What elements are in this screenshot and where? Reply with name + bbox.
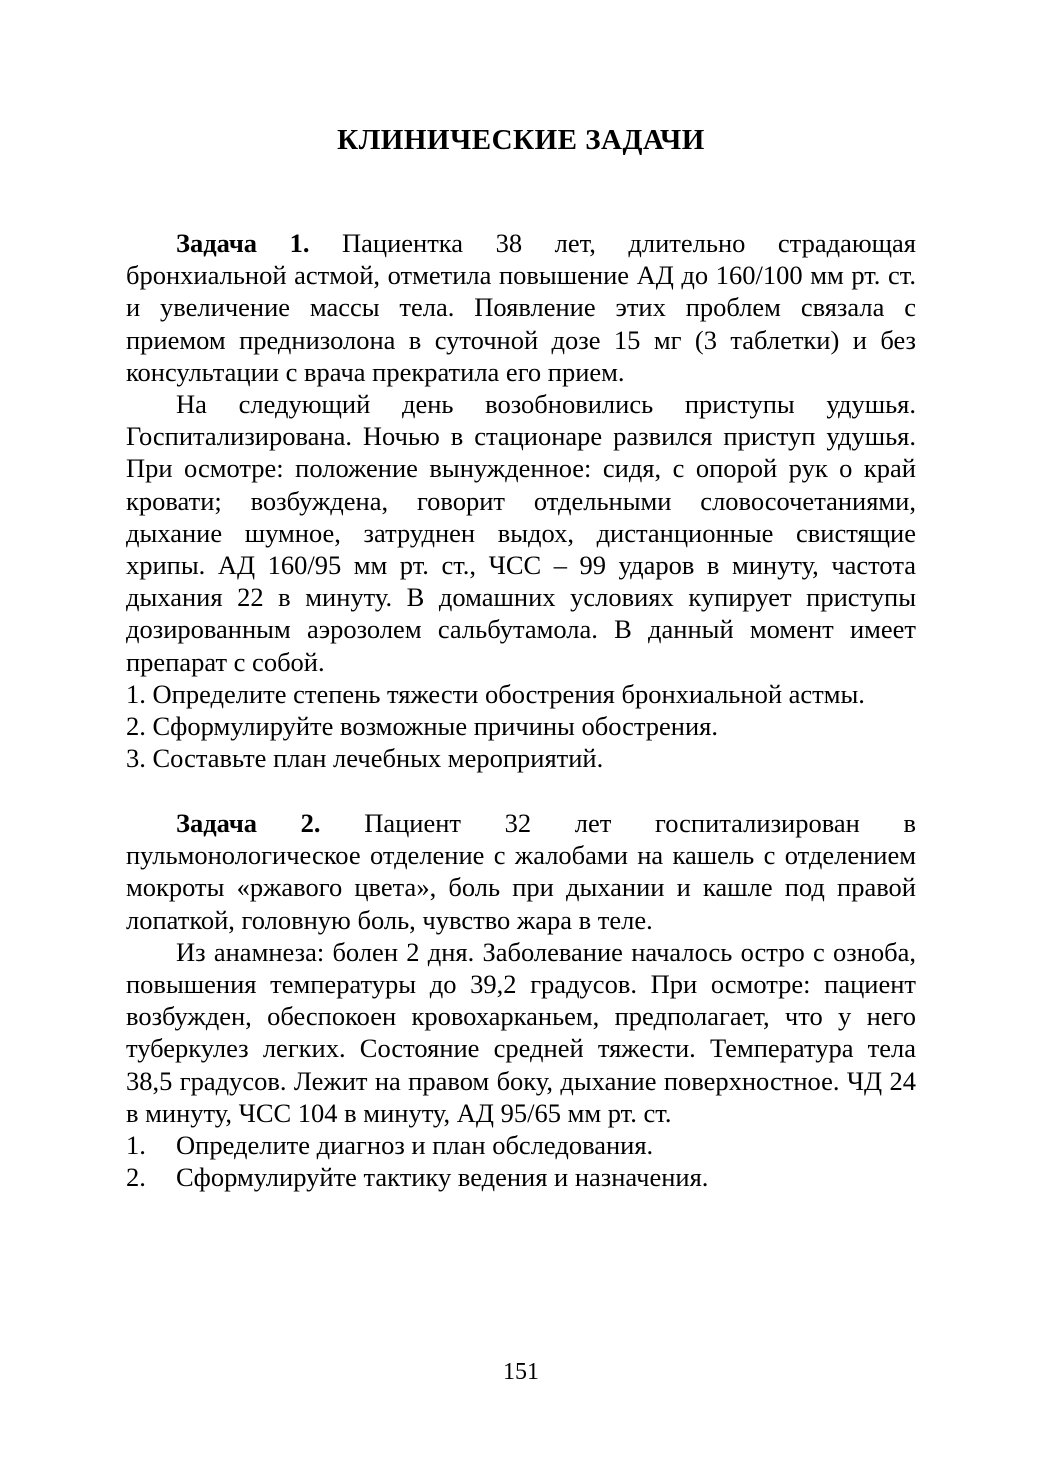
task-2-question-1-text: Определите диагноз и план обследования.: [176, 1130, 654, 1161]
task-1-question-3: 3. Составьте план лечебных мероприятий.: [126, 743, 604, 774]
task-1: [126, 227, 916, 774]
task-1-clinical-paragraph: На следующий день возобновились приступы удушья. Госпитализирована. Ночью в стационаре развился приступ удушья. При осмотре: положение вынужденное: сидя, с опорой рук о край кровати; возбуждена, говорит отдельными словосочетаниями, дыхание шумное, затруднен выдох, дистанционные свистящие хрипы. АД 160/95 мм рт. ст., ЧСС – 99 ударов в минуту, частота дыхания 22 в минуту. В домашних условиях купирует приступы дозированным аэрозолем сальбутамола. В данный момент имеет препарат с собой.: [126, 389, 916, 677]
task-2-question-2: [126, 1161, 916, 1193]
task-1-question-2: 2. Сформулируйте возможные причины обострения.: [126, 711, 718, 742]
page-number: 151: [503, 1359, 539, 1385]
task-1-intro-text: Пациентка 38 лет, длительно страдающая бронхиальной астмой, отметила повышение АД до 160/100 мм рт. ст. и увеличение массы тела. Появление этих проблем связала с приемом преднизолона в суточной дозе 15 мг (3 таблетки) и без консультации с врача прекратила его прием.: [126, 228, 917, 387]
task-2-question-1: [126, 1129, 916, 1161]
task-2-questions: [126, 1129, 916, 1193]
task-1-label: Задача 1.: [176, 228, 310, 258]
task-2: [126, 807, 916, 1193]
task-2-question-2-text: Сформулируйте тактику ведения и назначения.: [176, 1162, 709, 1193]
task-2-intro-text: Пациент 32 лет госпитализирован в пульмонологическое отделение с жалобами на кашель с отделением мокроты «ржавого цвета», боль при дыхании и кашле под правой лопаткой, головную боль, чувство жара в теле.: [126, 808, 916, 935]
task-2-intro-paragraph: [126, 807, 916, 936]
task-2-anamnesis-paragraph: Из анамнеза: болен 2 дня. Заболевание началось остро с озноба, повышения температуры до 39,2 градусов. При осмотре: пациент возбужден, обеспокоен кровохарканьем, предполагает, что у него туберкулез легких. Состояние средней тяжести. Температура тела 38,5 градусов. Лежит на правом боку, дыхание поверхностное. ЧД 24 в минуту, ЧСС 104 в минуту, АД 95/65 мм рт. ст.: [126, 936, 916, 1128]
task-2-question-1-number: 1.: [126, 1130, 146, 1161]
task-1-questions: [126, 678, 916, 775]
task-1-question-1: 1. Определите степень тяжести обострения бронхиальной астмы.: [126, 678, 865, 709]
page-title: КЛИНИЧЕСКИЕ ЗАДАЧИ: [337, 124, 705, 156]
task-1-intro-paragraph: [126, 227, 916, 388]
task-2-label: Задача 2.: [176, 808, 321, 838]
task-2-question-2-number: 2.: [126, 1162, 146, 1193]
